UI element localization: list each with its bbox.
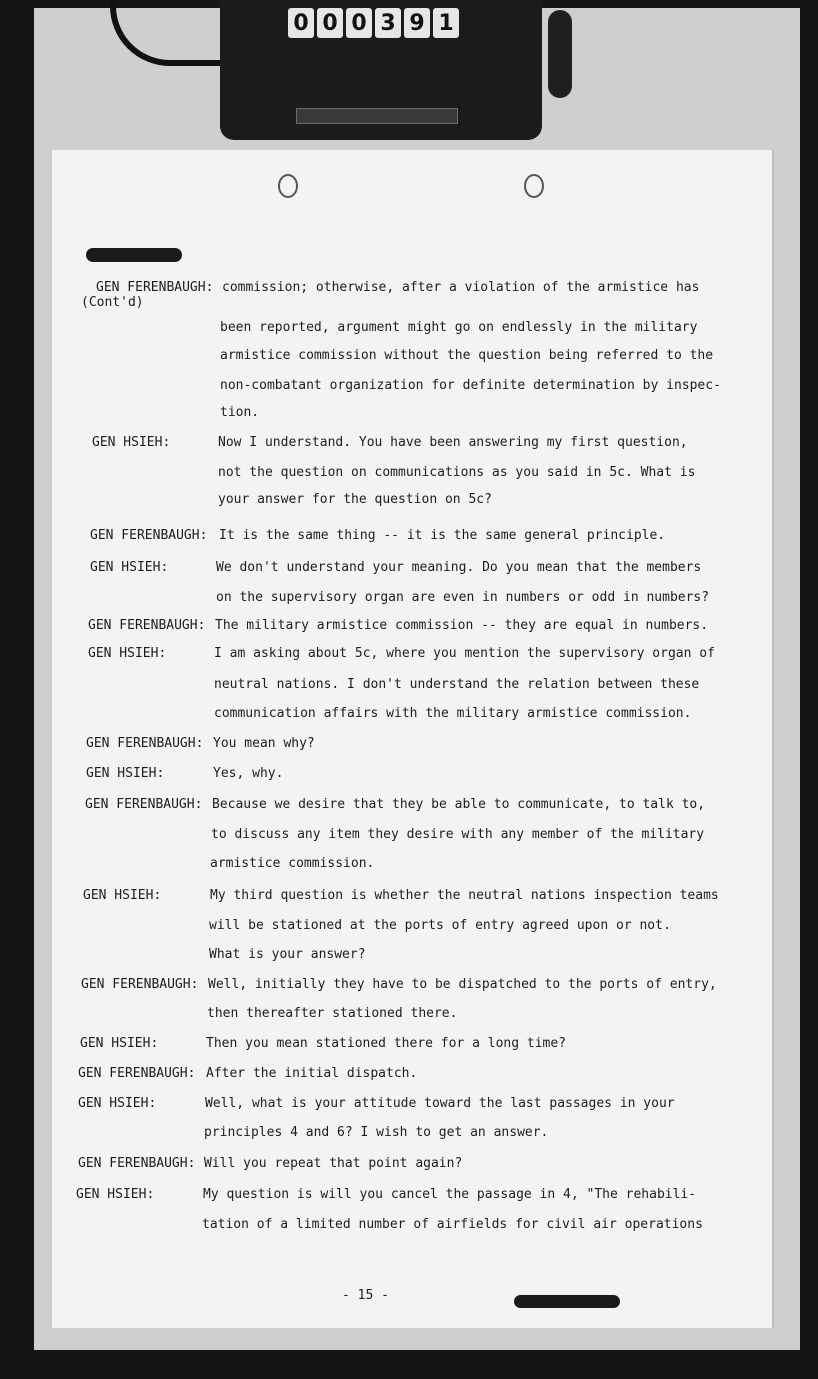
transcript-line	[52, 797, 772, 821]
spoken-text: been reported, argument might go on endlessly in the military	[220, 320, 698, 335]
document-page	[52, 150, 774, 1328]
speaker-label: GEN HSIEH:	[80, 1036, 159, 1051]
speaker-label: GEN HSIEH:	[76, 1187, 155, 1202]
spoken-text: your answer for the question on 5c?	[218, 492, 492, 507]
transcript-line	[52, 1217, 772, 1241]
spoken-text: Yes, why.	[213, 766, 284, 781]
spoken-text: My question is will you cancel the passage in 4, "The rehabili-	[203, 1187, 697, 1202]
transcript-line	[52, 560, 772, 584]
speaker-label: GEN FERENBAUGH:	[78, 1156, 196, 1171]
spoken-text: After the initial dispatch.	[206, 1066, 418, 1081]
speaker-label: GEN FERENBAUGH:	[86, 736, 204, 751]
transcript-line	[52, 706, 772, 730]
spoken-text: I am asking about 5c, where you mention the supervisory organ of	[214, 646, 715, 661]
spoken-text: armistice commission without the question being referred to the	[220, 348, 714, 363]
page-number: - 15 -	[342, 1288, 389, 1303]
speaker-label: GEN HSIEH:	[86, 766, 165, 781]
transcript-line	[52, 492, 772, 516]
transcript-line	[52, 590, 772, 614]
transcript-line	[52, 977, 772, 1001]
transcript-line	[52, 295, 772, 319]
device-knob	[548, 10, 572, 98]
spoken-text: It is the same thing -- it is the same general principle.	[219, 528, 666, 543]
spoken-text: tion.	[220, 405, 260, 420]
spoken-text: My third question is whether the neutral nations inspection teams	[210, 888, 719, 903]
transcript-line	[52, 435, 772, 459]
transcript-line	[52, 320, 772, 344]
spoken-text: neutral nations. I don't understand the relation between these	[214, 677, 700, 692]
transcript-line	[52, 1006, 772, 1030]
spoken-text: tation of a limited number of airfields for civil air operations	[202, 1217, 703, 1232]
spoken-text: principles 4 and 6? I wish to get an answer.	[204, 1125, 549, 1140]
transcript-line	[52, 618, 772, 642]
spoken-text: armistice commission.	[210, 856, 375, 871]
transcript-line	[52, 405, 772, 429]
spoken-text: Well, initially they have to be dispatched to the ports of entry,	[208, 977, 717, 992]
speaker-label: (Cont'd)	[81, 295, 144, 310]
transcript-line	[52, 1187, 772, 1211]
spoken-text: not the question on communications as you said in 5c. What is	[218, 465, 696, 480]
transcript-line	[52, 1036, 772, 1060]
counter-digit: 3	[375, 8, 401, 38]
redaction-mark	[514, 1295, 620, 1308]
spoken-text: non-combatant organization for definite determination by inspec-	[220, 378, 721, 393]
counter-digit: 0	[288, 8, 314, 38]
frame-counter	[288, 8, 459, 38]
transcript-line	[52, 677, 772, 701]
counter-digit: 0	[317, 8, 343, 38]
speaker-label: GEN HSIEH:	[92, 435, 171, 450]
transcript-line	[52, 888, 772, 912]
transcript-line	[52, 348, 772, 372]
speaker-label: GEN FERENBAUGH:	[85, 797, 203, 812]
spoken-text: We don't understand your meaning. Do you mean that the members	[216, 560, 702, 575]
device-plate	[296, 108, 458, 124]
spoken-text: What is your answer?	[209, 947, 366, 962]
speaker-label: GEN FERENBAUGH:	[81, 977, 199, 992]
counter-digit: 0	[346, 8, 372, 38]
transcript-line	[52, 856, 772, 880]
transcript-line	[52, 766, 772, 790]
transcript-line	[52, 918, 772, 942]
transcript-line	[52, 646, 772, 670]
transcript-line	[52, 1156, 772, 1180]
punch-hole	[278, 174, 298, 198]
transcript-line	[52, 1125, 772, 1149]
transcript-line	[52, 1066, 772, 1090]
spoken-text: to discuss any item they desire with any member of the military	[211, 827, 705, 842]
spoken-text: Now I understand. You have been answering my first question,	[218, 435, 688, 450]
speaker-label: GEN HSIEH:	[88, 646, 167, 661]
transcript-line	[52, 528, 772, 552]
spoken-text: on the supervisory organ are even in numbers or odd in numbers?	[216, 590, 710, 605]
spoken-text: communication affairs with the military armistice commission.	[214, 706, 692, 721]
transcript-line	[52, 378, 772, 402]
spoken-text: Will you repeat that point again?	[204, 1156, 463, 1171]
spoken-text: then thereafter stationed there.	[207, 1006, 458, 1021]
spoken-text: commission; otherwise, after a violation of the armistice has	[222, 280, 700, 295]
punch-hole	[524, 174, 544, 198]
speaker-label: GEN HSIEH:	[78, 1096, 157, 1111]
spoken-text: The military armistice commission -- they are equal in numbers.	[215, 618, 709, 633]
counter-digit: 1	[433, 8, 459, 38]
speaker-label: GEN FERENBAUGH:	[88, 618, 206, 633]
spoken-text: You mean why?	[213, 736, 315, 751]
speaker-label: GEN FERENBAUGH:	[90, 528, 208, 543]
transcript-line	[52, 827, 772, 851]
speaker-label: GEN FERENBAUGH:	[96, 280, 214, 295]
counter-digit: 9	[404, 8, 430, 38]
spoken-text: Well, what is your attitude toward the last passages in your	[205, 1096, 675, 1111]
transcript-line	[52, 465, 772, 489]
transcript-line	[52, 1096, 772, 1120]
spoken-text: will be stationed at the ports of entry agreed upon or not.	[209, 918, 671, 933]
transcript-line	[52, 947, 772, 971]
redaction-mark	[86, 248, 182, 262]
spoken-text: Because we desire that they be able to communicate, to talk to,	[212, 797, 706, 812]
speaker-label: GEN HSIEH:	[90, 560, 169, 575]
speaker-label: GEN FERENBAUGH:	[78, 1066, 196, 1081]
transcript-line	[52, 736, 772, 760]
speaker-label: GEN HSIEH:	[83, 888, 162, 903]
spoken-text: Then you mean stationed there for a long time?	[206, 1036, 567, 1051]
